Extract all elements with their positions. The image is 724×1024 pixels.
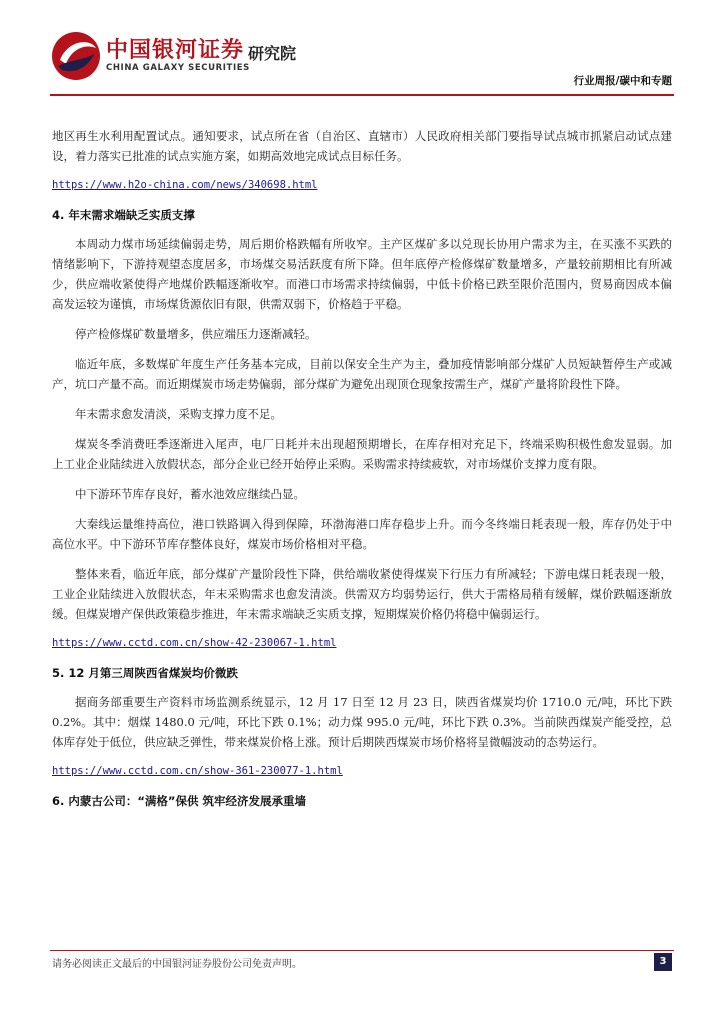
- paragraph: 年末需求愈发清淡，采购支撑力度不足。: [75, 407, 282, 421]
- header-divider: [50, 94, 674, 96]
- paragraph: 中下游环节库存良好，蓄水池效应继续凸显。: [75, 487, 305, 501]
- brand-department: 研究院: [248, 44, 297, 63]
- paragraph: 煤炭冬季消费旺季逐渐进入尾声，电厂日耗并未出现超预期增长，在库存相对充足下，终端采购积极性愈发显弱。加上工业企业陆续进入放假状态，部分企业已经开始停止采购。采购需求持续疲软，对市场煤价支撑力度有限。: [52, 437, 672, 471]
- brand-name-cn: 中国银河证券: [106, 38, 245, 63]
- page-number: 3: [654, 953, 672, 971]
- section-heading: 6. 内蒙古公司：“满格”保供 筑牢经济发展承重墙: [52, 794, 306, 808]
- source-link[interactable]: https://www.cctd.com.cn/show-361-230077-1.html: [52, 765, 343, 777]
- section-heading: 5. 12 月第三周陕西省煤炭均价微跌: [52, 666, 238, 680]
- galaxy-logo-icon: [50, 30, 102, 82]
- paragraph: 地区再生水利用配置试点。通知要求，试点所在省（自治区、直辖市）人民政府相关部门要指导试点城市抓紧启动试点建设，着力落实已批准的试点实施方案，如期高效地完成试点目标任务。: [52, 129, 672, 163]
- source-link[interactable]: https://www.h2o-china.com/news/340698.html: [52, 179, 318, 191]
- document-body: [52, 126, 672, 820]
- disclaimer-note: 请务必阅读正文最后的中国银河证券股份公司免责声明。: [52, 959, 302, 970]
- paragraph: 停产检修煤矿数量增多，供应端压力逐渐减轻。: [75, 327, 317, 341]
- paragraph: 整体来看，临近年底，部分煤矿产量阶段性下降，供给端收紧使得煤炭下行压力有所减轻；下游电煤日耗表现一般，工业企业陆续进入放假状态，年末采购需求也愈发清淡。供需双方均弱势运行，供大于需格局稍有缓解，煤价跌幅逐渐放缓。但煤炭增产保供政策稳步推进，年末需求端缺乏实质支撑，短期煤炭价格仍将稳中偏弱运行。: [52, 567, 672, 621]
- paragraph: 本周动力煤市场延续偏弱走势，周后期价格跌幅有所收窄。主产区煤矿多以兑现长协用户需求为主，在买涨不买跌的情绪影响下，下游持观望态度居多，市场煤交易活跃度有所下降。但年底停产检修煤矿数量增多，产量较前期相比有所减少，供应端收紧使得产地煤价跌幅逐渐收窄。而港口市场需求持续偏弱，中低卡价格已跌至限价范围内，贸易商因成本偏高发运较为谨慎，市场煤货源依旧有限，供需双弱下，价格趋于平稳。: [52, 237, 672, 311]
- page-header: [0, 0, 724, 100]
- paragraph: 大秦线运量维持高位，港口铁路调入得到保障，环渤海港口库存稳步上升。而今冬终端日耗表现一般，库存仍处于中高位水平。中下游环节库存整体良好，煤炭市场价格相对平稳。: [52, 517, 672, 551]
- footer-divider: [50, 950, 674, 951]
- section-heading: 4. 年末需求端缺乏实质支撑: [52, 208, 195, 222]
- brand-name-en: CHINA GALAXY SECURITIES: [106, 63, 250, 73]
- source-link[interactable]: https://www.cctd.com.cn/show-42-230067-1.html: [52, 637, 337, 649]
- paragraph: 临近年底，多数煤矿年度生产任务基本完成，目前以保安全生产为主，叠加疫情影响部分煤矿人员短缺暂停生产或减产，坑口产量不高。而近期煤炭市场走势偏弱，部分煤矿为避免出现顶仓现象按需生产，煤矿产量将阶段性下降。: [52, 357, 672, 391]
- paragraph: 据商务部重要生产资料市场监测系统显示，12 月 17 日至 12 月 23 日，陕西省煤炭均价 1710.0 元/吨，环比下跌 0.2%。其中：烟煤 1480.0 元/吨，环比下跌 0.1%；动力煤 995.0 元/吨，环比下跌 0.3%。当前陕西煤炭产能受控，总体库存处于低位，供应缺乏弹性，带来煤炭价格上涨。预计后期陕西煤炭市场价格将呈微幅波动的态势运行。: [52, 695, 672, 749]
- report-type-label: 行业周报/碳中和专题: [573, 75, 672, 87]
